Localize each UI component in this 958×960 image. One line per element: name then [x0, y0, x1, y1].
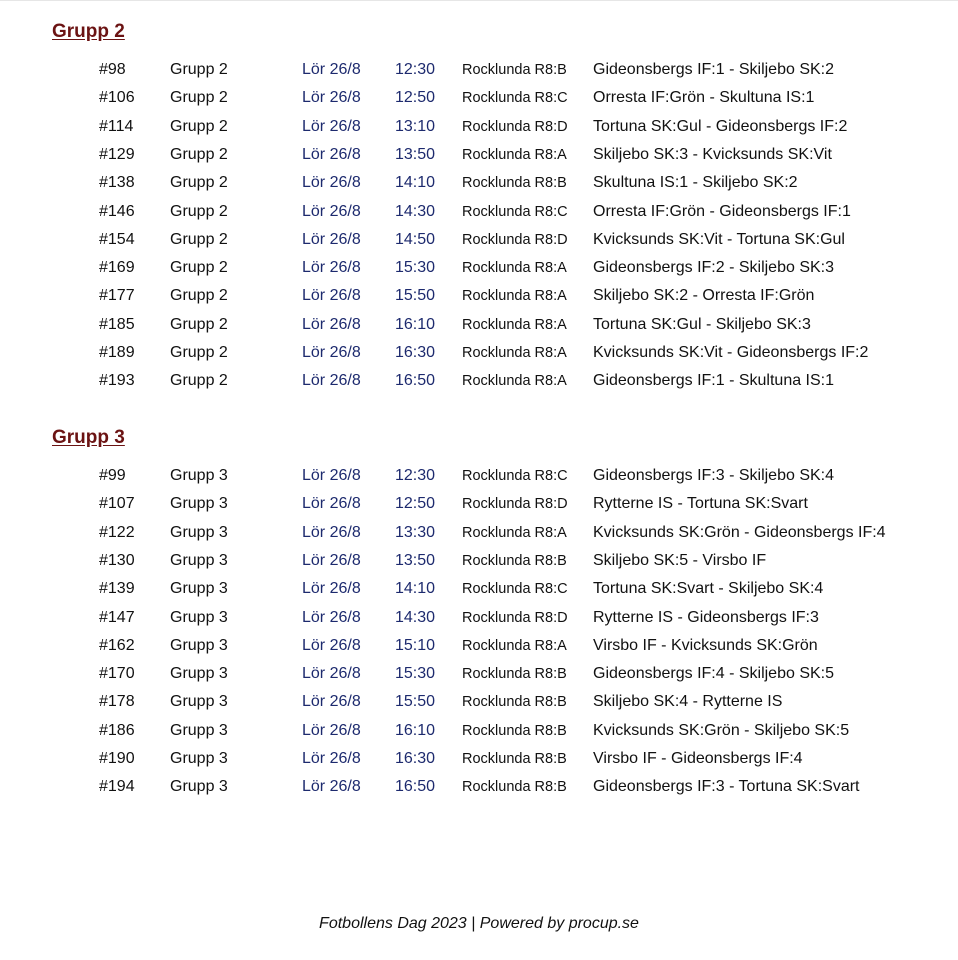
match-time: 16:10 [395, 721, 436, 739]
match-number: #98 [99, 61, 126, 78]
match-row [0, 141, 958, 169]
match-number: #177 [99, 287, 135, 305]
match-field: Rocklunda R8:D [462, 231, 568, 248]
match-day: Lör 26/8 [302, 636, 361, 654]
match-number: #169 [99, 259, 135, 277]
match-teams: Tortuna SK:Svart - Skiljebo SK:4 [593, 580, 824, 598]
match-day: Lör 26/8 [302, 315, 361, 333]
match-time: 12:30 [395, 61, 436, 78]
match-number: #99 [99, 467, 126, 484]
match-day: Lör 26/8 [302, 467, 361, 484]
match-time: 15:10 [395, 636, 436, 654]
match-teams: Gideonsbergs IF:3 - Tortuna SK:Svart [593, 778, 860, 796]
match-field: Rocklunda R8:B [462, 779, 567, 796]
match-row [0, 773, 958, 801]
match-number: #129 [99, 145, 135, 163]
match-day: Lör 26/8 [302, 693, 361, 711]
match-number: #162 [99, 636, 135, 654]
match-field: Rocklunda R8:A [462, 637, 567, 654]
match-group: Grupp 2 [170, 344, 228, 361]
match-group: Grupp 3 [170, 608, 228, 626]
match-time: 13:10 [395, 117, 436, 135]
match-day: Lör 26/8 [302, 174, 361, 192]
match-day: Lör 26/8 [302, 117, 361, 135]
match-day: Lör 26/8 [302, 372, 361, 390]
match-time: 15:30 [395, 259, 436, 277]
match-time: 16:30 [395, 344, 436, 361]
match-field: Rocklunda R8:C [462, 203, 568, 220]
match-day: Lör 26/8 [302, 778, 361, 796]
match-day: Lör 26/8 [302, 551, 361, 569]
match-group: Grupp 3 [170, 523, 228, 541]
match-teams: Tortuna SK:Gul - Skiljebo SK:3 [593, 315, 811, 333]
match-time: 12:50 [395, 495, 436, 513]
match-row [0, 113, 958, 141]
match-field: Rocklunda R8:A [462, 260, 567, 277]
match-teams: Gideonsbergs IF:1 - Skultuna IS:1 [593, 372, 835, 390]
match-day: Lör 26/8 [302, 61, 361, 78]
match-teams: Kvicksunds SK:Grön - Gideonsbergs IF:4 [593, 523, 886, 541]
match-field: Rocklunda R8:C [462, 90, 568, 107]
match-field: Rocklunda R8:B [462, 751, 567, 767]
match-group: Grupp 3 [170, 693, 228, 711]
match-time: 15:30 [395, 665, 436, 683]
page-footer: Fotbollens Dag 2023 | Powered by procup.se [319, 915, 639, 932]
match-teams: Kvicksunds SK:Vit - Gideonsbergs IF:2 [593, 344, 869, 361]
match-group: Grupp 2 [170, 259, 228, 277]
match-day: Lör 26/8 [302, 230, 361, 248]
match-day: Lör 26/8 [302, 523, 361, 541]
match-time: 15:50 [395, 693, 436, 711]
match-field: Rocklunda R8:B [462, 666, 567, 683]
match-time: 15:50 [395, 287, 436, 305]
match-row [0, 575, 958, 603]
match-row [0, 745, 958, 773]
match-teams: Skiljebo SK:3 - Kvicksunds SK:Vit [593, 145, 832, 163]
match-group: Grupp 3 [170, 750, 228, 767]
match-row [0, 462, 958, 490]
match-row [0, 169, 958, 197]
match-field: Rocklunda R8:A [462, 146, 567, 163]
match-number: #185 [99, 315, 135, 333]
match-teams: Rytterne IS - Tortuna SK:Svart [593, 495, 808, 513]
match-number: #170 [99, 665, 135, 683]
match-group: Grupp 2 [170, 89, 228, 107]
match-field: Rocklunda R8:B [462, 175, 567, 192]
match-group: Grupp 2 [170, 145, 228, 163]
match-teams: Skiljebo SK:5 - Virsbo IF [593, 551, 767, 569]
match-number: #186 [99, 721, 135, 739]
match-row [0, 282, 958, 310]
match-day: Lör 26/8 [302, 608, 361, 626]
match-day: Lör 26/8 [302, 202, 361, 220]
match-teams: Virsbo IF - Gideonsbergs IF:4 [593, 750, 803, 767]
match-group: Grupp 2 [170, 315, 228, 333]
match-time: 12:30 [395, 467, 436, 484]
match-day: Lör 26/8 [302, 580, 361, 598]
match-number: #193 [99, 372, 135, 390]
match-group: Grupp 2 [170, 202, 228, 220]
top-divider [0, 0, 958, 1]
match-time: 14:30 [395, 608, 436, 626]
match-group: Grupp 2 [170, 230, 228, 248]
match-field: Rocklunda R8:A [462, 345, 567, 361]
match-time: 13:50 [395, 551, 436, 569]
match-number: #130 [99, 551, 135, 569]
match-teams: Skiljebo SK:4 - Rytterne IS [593, 693, 783, 711]
match-day: Lör 26/8 [302, 287, 361, 305]
match-group: Grupp 2 [170, 61, 228, 78]
match-group: Grupp 3 [170, 580, 228, 598]
match-number: #106 [99, 89, 135, 107]
match-row [0, 547, 958, 575]
group-heading: Grupp 3 [52, 427, 125, 448]
match-field: Rocklunda R8:D [462, 118, 568, 135]
match-day: Lör 26/8 [302, 344, 361, 361]
match-teams: Skiljebo SK:2 - Orresta IF:Grön [593, 287, 815, 305]
match-number: #122 [99, 523, 135, 541]
match-field: Rocklunda R8:A [462, 288, 567, 305]
match-teams: Virsbo IF - Kvicksunds SK:Grön [593, 636, 818, 654]
match-group: Grupp 2 [170, 174, 228, 192]
match-row [0, 660, 958, 688]
match-row [0, 84, 958, 112]
match-number: #114 [99, 117, 134, 135]
match-time: 14:10 [395, 580, 436, 598]
match-row [0, 56, 958, 84]
match-field: Rocklunda R8:C [462, 468, 568, 484]
match-time: 14:50 [395, 230, 436, 248]
match-number: #146 [99, 202, 135, 220]
match-group: Grupp 3 [170, 551, 228, 569]
match-group: Grupp 3 [170, 636, 228, 654]
match-field: Rocklunda R8:D [462, 609, 568, 626]
match-time: 13:50 [395, 145, 436, 163]
match-group: Grupp 2 [170, 372, 228, 390]
match-group: Grupp 3 [170, 467, 228, 484]
match-day: Lör 26/8 [302, 89, 361, 107]
match-row [0, 688, 958, 716]
match-time: 12:50 [395, 89, 436, 107]
match-day: Lör 26/8 [302, 145, 361, 163]
match-row [0, 604, 958, 632]
match-number: #138 [99, 174, 135, 192]
match-group: Grupp 3 [170, 721, 228, 739]
match-teams: Kvicksunds SK:Grön - Skiljebo SK:5 [593, 721, 850, 739]
match-field: Rocklunda R8:B [462, 694, 567, 711]
match-teams: Orresta IF:Grön - Skultuna IS:1 [593, 89, 815, 107]
match-field: Rocklunda R8:B [462, 62, 567, 78]
match-group: Grupp 2 [170, 117, 228, 135]
match-row [0, 367, 958, 395]
match-field: Rocklunda R8:A [462, 316, 567, 333]
match-group: Grupp 3 [170, 778, 228, 796]
match-day: Lör 26/8 [302, 750, 361, 767]
match-field: Rocklunda R8:B [462, 552, 567, 569]
match-teams: Kvicksunds SK:Vit - Tortuna SK:Gul [593, 230, 845, 248]
match-number: #139 [99, 580, 135, 598]
match-teams: Gideonsbergs IF:2 - Skiljebo SK:3 [593, 259, 835, 277]
match-group: Grupp 3 [170, 495, 228, 513]
match-field: Rocklunda R8:A [462, 373, 567, 390]
match-row [0, 198, 958, 226]
match-teams: Orresta IF:Grön - Gideonsbergs IF:1 [593, 202, 851, 220]
match-number: #189 [99, 344, 135, 361]
match-row [0, 632, 958, 660]
match-time: 16:50 [395, 372, 436, 390]
match-field: Rocklunda R8:C [462, 581, 568, 598]
match-row [0, 311, 958, 339]
match-time: 16:50 [395, 778, 436, 796]
match-field: Rocklunda R8:A [462, 524, 567, 541]
match-number: #107 [99, 495, 135, 513]
match-day: Lör 26/8 [302, 259, 361, 277]
match-time: 14:30 [395, 202, 436, 220]
match-row [0, 490, 958, 518]
match-row [0, 519, 958, 547]
match-teams: Rytterne IS - Gideonsbergs IF:3 [593, 608, 819, 626]
group-heading: Grupp 2 [52, 21, 125, 42]
match-time: 14:10 [395, 174, 436, 192]
match-teams: Skultuna IS:1 - Skiljebo SK:2 [593, 174, 798, 192]
match-time: 13:30 [395, 523, 436, 541]
match-time: 16:30 [395, 750, 436, 767]
match-teams: Gideonsbergs IF:3 - Skiljebo SK:4 [593, 467, 835, 484]
match-day: Lör 26/8 [302, 495, 361, 513]
match-teams: Gideonsbergs IF:4 - Skiljebo SK:5 [593, 665, 835, 683]
match-number: #147 [99, 608, 135, 626]
match-number: #190 [99, 750, 135, 767]
match-number: #178 [99, 693, 135, 711]
match-row [0, 226, 958, 254]
match-row [0, 717, 958, 745]
match-field: Rocklunda R8:B [462, 722, 567, 739]
match-day: Lör 26/8 [302, 721, 361, 739]
match-time: 16:10 [395, 315, 436, 333]
match-day: Lör 26/8 [302, 665, 361, 683]
match-row [0, 254, 958, 282]
match-group: Grupp 3 [170, 665, 228, 683]
match-number: #154 [99, 230, 135, 248]
match-teams: Tortuna SK:Gul - Gideonsbergs IF:2 [593, 117, 848, 135]
match-field: Rocklunda R8:D [462, 496, 568, 513]
match-number: #194 [99, 778, 135, 796]
match-group: Grupp 2 [170, 287, 228, 305]
match-teams: Gideonsbergs IF:1 - Skiljebo SK:2 [593, 61, 835, 78]
match-row [0, 339, 958, 367]
